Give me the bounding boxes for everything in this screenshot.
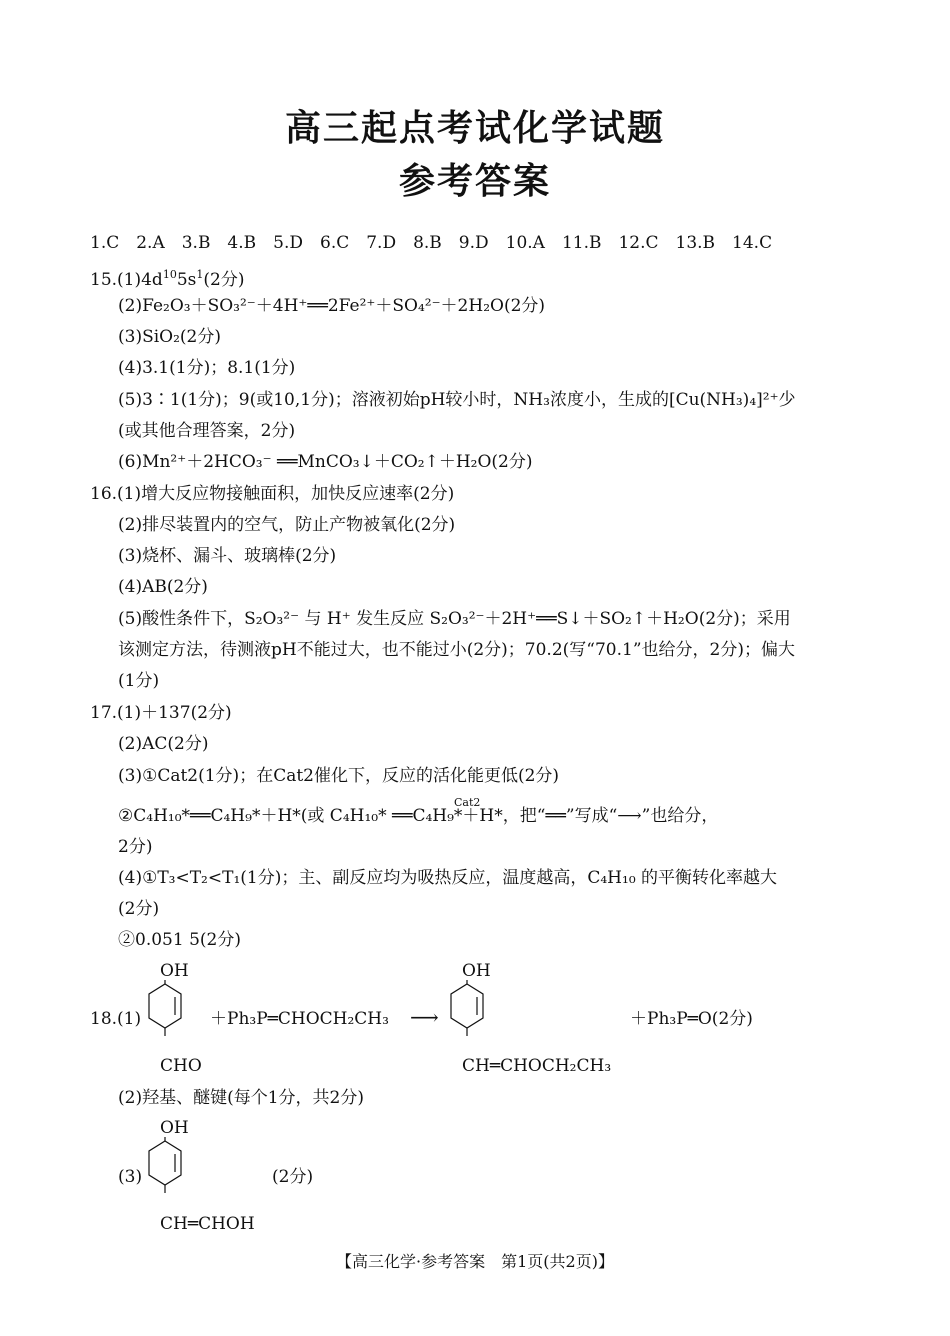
cat2-label: Cat2 — [454, 796, 481, 809]
page-title: 高三起点考试化学试题 — [284, 108, 665, 149]
wittig-reagent: ＋Ph₃P═CHOCH₂CH₃ — [210, 1009, 389, 1029]
q15-part4: (4)3.1(1分)；8.1(1分) — [118, 358, 296, 378]
byproduct: ＋Ph₃P═O(2分) — [630, 1009, 753, 1029]
oh-label-1: OH — [160, 961, 189, 981]
q18-part2: (2)羟基、醚键(每个1分，共2分) — [118, 1088, 364, 1108]
q18-part3-score: (2分) — [272, 1167, 314, 1187]
q17-part4: (4)①T₃<T₂<T₁(1分)；主、副反应均为吸热反应，温度越高，C₄H₁₀ 的平衡转化率越大 — [118, 868, 778, 888]
q16-part4: (4)AB(2分) — [118, 577, 208, 597]
cho-label: CHO — [160, 1056, 202, 1076]
q18-part1-label: 18.(1) — [90, 1009, 142, 1029]
q16-part1: 16.(1)增大反应物接触面积，加快反应速率(2分) — [90, 484, 455, 504]
q17-part3-eq: ②C₄H₁₀*══C₄H₉*＋H*(或 C₄H₁₀* ══C₄H₉*＋H*，把“══”写成“⟶”也给分， — [118, 806, 719, 826]
page-footer: 【高三化学·参考答案 第1页(共2页)】 — [336, 1252, 614, 1271]
q18-part3-label: (3) — [118, 1167, 143, 1187]
q17-part3-cont: 2分) — [118, 837, 153, 857]
oh-label-3: OH — [160, 1118, 189, 1138]
benzene-ring-3 — [145, 1137, 185, 1197]
q17-part3: (3)①Cat2(1分)；在Cat2催化下，反应的活化能更低(2分) — [118, 766, 560, 786]
q16-part3: (3)烧杯、漏斗、玻璃棒(2分) — [118, 546, 337, 566]
q17-part1: 17.(1)＋137(2分) — [90, 703, 232, 723]
q16-part5-cont2: (1分) — [118, 671, 160, 691]
q15-part6: (6)Mn²⁺＋2HCO₃⁻ ══MnCO₃↓＋CO₂↑＋H₂O(2分) — [118, 452, 533, 472]
q17-part4-2: ②0.051 5(2分) — [118, 930, 241, 950]
q15-part2: (2)Fe₂O₃＋SO₃²⁻＋4H⁺══2Fe²⁺＋SO₄²⁻＋2H₂O(2分) — [118, 296, 546, 316]
oh-label-2: OH — [462, 961, 491, 981]
page-subtitle: 参考答案 — [398, 161, 551, 202]
q17-part4-cont: (2分) — [118, 899, 160, 919]
reaction-arrow: ⟶ — [410, 1005, 439, 1029]
benzene-ring-1 — [145, 980, 185, 1040]
q16-part5: (5)酸性条件下，S₂O₃²⁻ 与 H⁺ 发生反应 S₂O₃²⁻＋2H⁺══S↓＋SO₂↑＋H₂O(2分)；采用 — [118, 609, 791, 629]
choice-answers: 1.C 2.A 3.B 4.B 5.D 6.C 7.D 8.B 9.D 10.A 11.B 12.C 13.B 14.C — [90, 233, 773, 253]
q17-part2: (2)AC(2分) — [118, 734, 209, 754]
product-substituent: CH═CHOCH₂CH₃ — [462, 1056, 612, 1076]
q16-part2: (2)排尽装置内的空气，防止产物被氧化(2分) — [118, 515, 456, 535]
q15-part5: (5)3∶1(1分)；9(或10,1分)；溶液初始pH较小时，NH₃浓度小，生成的[Cu(NH₃)₄]²⁺少 — [118, 390, 796, 410]
q16-part5-cont: 该测定方法，待测液pH不能过大，也不能过小(2分)；70.2(写“70.1”也给分，2分)；偏大 — [118, 640, 795, 660]
benzene-ring-2 — [447, 980, 487, 1040]
q18-part3-substituent: CH═CHOH — [160, 1214, 255, 1234]
q15-part3: (3)SiO₂(2分) — [118, 327, 221, 347]
q15-part5-cont: (或其他合理答案，2分) — [118, 421, 296, 441]
q15-part1: $15.(1)4d^{10}5s^1(2$分) — [90, 268, 245, 290]
